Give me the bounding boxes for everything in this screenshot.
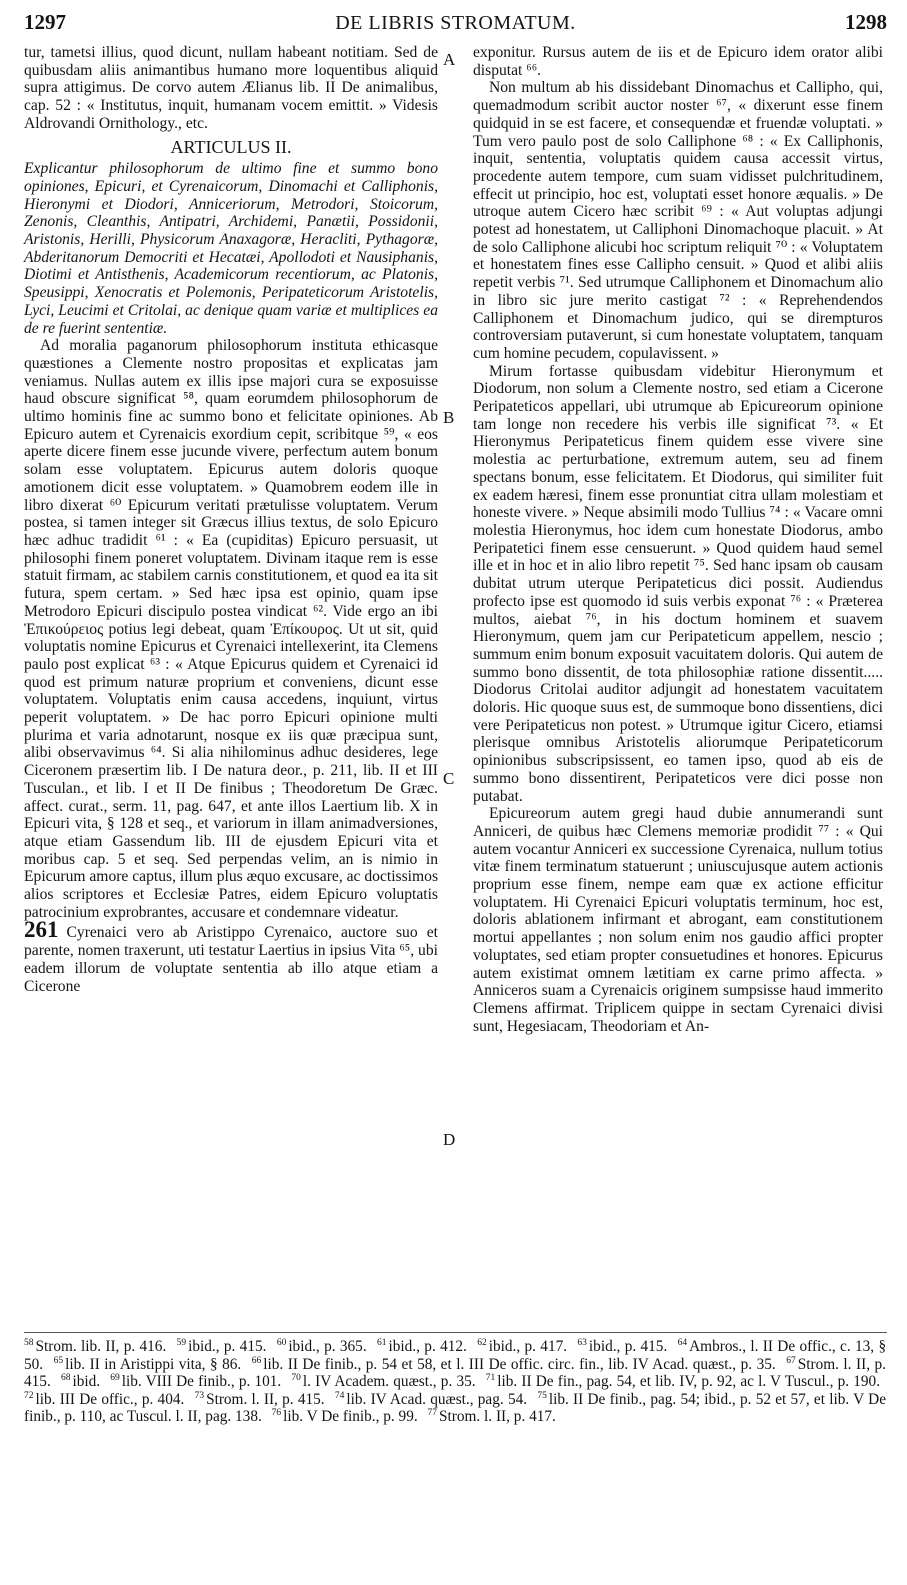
- footnote-number: 60: [276, 1337, 287, 1348]
- footnote-number: 63: [577, 1337, 587, 1348]
- footnote-number: 65: [53, 1355, 64, 1366]
- footnote-text: ibid., p. 365.: [288, 1338, 367, 1355]
- footnote-text: lib. V De finib., p. 99.: [283, 1408, 418, 1426]
- footnote-number: 64: [677, 1337, 688, 1348]
- footnotes: [24, 1338, 886, 1426]
- footnote-number: 72: [24, 1390, 34, 1401]
- footnote-text: ibid., p. 415.: [588, 1338, 668, 1355]
- footnote-number: 62: [477, 1337, 487, 1348]
- footnote-number: 74: [334, 1390, 345, 1401]
- footnote-rule: [24, 1332, 887, 1333]
- paragraph-text: Cyrenaici vero ab Aristippo Cyrenaico, auctore suo et parente, nomen traxerunt, uti testatur Laertius in ipsius Vita ⁶⁵, ubi eadem illorum de voluptate sententia ab illo atque etiam a Cicerone: [24, 924, 438, 995]
- running-header: [24, 6, 887, 36]
- footnote-number: 77: [427, 1408, 438, 1419]
- margin-letter-b: B: [443, 408, 455, 427]
- footnote-text: Strom. l. II, p. 415.: [206, 1390, 325, 1408]
- footnote-number: 66: [251, 1355, 262, 1366]
- footnote: [24, 1391, 184, 1408]
- footnote-text: Strom. l. II, p. 415.: [24, 1355, 886, 1391]
- footnote-number: 70: [291, 1373, 301, 1384]
- article-summary: Explicantur philosophorum de ultimo fine et summo bono opiniones, Epicuri, et Cyrenaicorum, Dinomachi et Calliphonis, Hieronymi et Diodori, Anniceriorum, Metrodori, Stoicorum, Zenonis, Cleanthis, Antipatri, Archidemi, Panætii, Possidonii, Aristonis, Herilli, Physicorum Anaxagoræ, Heracliti, Pythagoræ, Abderitanorum Democriti et Hecatæi, Apollodoti et Nausiphanis, Diotimi et Antisthenis, Academicorum recentiorum, ac Platonis, Speusippi, Xenocratis et Polemonis, Peripateticorum Aristotelis, Lyci, Leucimi et Critolai, ac denique quam variæ et multiplices ea de re fuerint sententiæ.: [24, 160, 438, 337]
- footnote-text: ibid., p. 415.: [188, 1338, 267, 1355]
- footnote-text: lib. VIII De finib., p. 101.: [121, 1373, 282, 1391]
- margin-letter-c: C: [443, 769, 455, 788]
- signature-mark: 261: [24, 917, 59, 943]
- footnote-number: 71: [485, 1373, 496, 1384]
- footnote: [252, 1356, 776, 1373]
- footnote: [428, 1408, 556, 1425]
- footnote-text: lib. IV Acad. quæst., pag. 54.: [346, 1390, 528, 1408]
- footnote-number: 75: [537, 1390, 547, 1401]
- footnote-text: Strom. lib. II, p. 416.: [35, 1338, 167, 1355]
- page-number-left: 1297: [24, 10, 66, 34]
- paragraph: exponitur. Rursus autem de iis et de Epicuro idem orator alibi disputat ⁶⁶.: [473, 44, 883, 79]
- footnote: [335, 1391, 527, 1408]
- footnote-text: ibid.: [72, 1373, 101, 1391]
- paragraph: Epicureorum autem gregi haud dubie annumerandi sunt Anniceri, de quibus hæc Clemens memoriæ prodidit ⁷⁷ : « Qui autem vocantur Anniceri ex successione Cyrenaica, nullum totius vitæ finem terminatum statuerunt ; uniuscujusque autem actionis proprium esse finem, nempe eam quæ ex actione efficitur voluptatem. Hi Cyrenaici Epicuri voluptatis terminum, hoc est, doloris ablationem infirmant et abrogant, eam constitutionem mortui appellantes ; non solum enim nos gaudio affici propter voluptates, sed etiam propter consuetudines et honores. Epicurus autem existimat omnem lætitiam ex carne primo affecta. » Anniceros suam a Cyrenaicis originem sumpsisse haud immerito Clemens affirmat. Triplicem quippe in sectam Cyrenaici divisi sunt, Hegesiacam, Theodoriam et An-: [473, 805, 883, 1035]
- paragraph: tur, tametsi illius, quod dicunt, nullam habeant notitiam. Sed de quibusdam aliis animantibus humano more loquentibus aliquid supra attigimus. De corvo autem Ælianus lib. II De animalibus, cap. 52 : « Institutus, inquit, humanam vocem emittit. » Videsis Aldrovandi Ornithology., etc.: [24, 44, 438, 132]
- footnote-text: Ambros., l. II De offic., c. 13, § 50.: [24, 1338, 887, 1373]
- footnote: [486, 1373, 880, 1390]
- footnote: [477, 1338, 567, 1355]
- footnote-text: lib. II in Aristippi vita, § 86.: [65, 1355, 242, 1373]
- paragraph: Mirum fortasse quibusdam videbitur Hieronymum et Diodorum, non solum a Clemente nostro, sed etiam a Cicerone Peripateticos appellari, ubi utrumque ab Epicureorum opinione tam longe non recedere his verbis ille significat ⁷³. « Et Hieronymus Peripateticus finem quidem esse vivere sine molestia ac perturbatione, extremum autem, seu ad finem spectans bonum, esse felicitatem. Et Diodorus, qui similiter fuit ex eadem hæresi, finem esse pronuntiat citra ullam molestiam et honeste vivere. » Neque absimili modo Tullius ⁷⁴ : « Vacare omni molestia Hieronymus, hoc idem cum honestate Diodorus, ambo Peripatetici finem esse censuerunt. » Quod quidem haud semel ille et in hoc et in alio libro repetit ⁷⁵. Sed hanc ipsam ob causam dubitat utrum uterque Peripateticus dici possit. Audiendus profecto ipse est quomodo id suis verbis exponat ⁷⁶ : « Præterea multos, aiebat ⁷⁶, in his doctum hominem et suavem Hieronymum, quem jam cur Peripateticum appellem, nescio ; summum enim bonum exposuit vacuitatem doloris. Qui autem de summo bono dissentit, de tota philosophiæ ratione dissentit..... Diodorus Critolai auditor adjungit ad honestatem vacuitatem doloris. Hic quoque suus est, de summoque bono dissentiens, dici vere Peripateticus non potest. » Utrumque igitur Cicero, etiamsi plerisque omnibus Aristotelis aliorumque Peripateticorum opinionibus subscripsissent, eo tamen ipso, quod ab eis de summo bono dissentirent, Peripateticos vere dici posse non putabat.: [473, 362, 883, 805]
- footnote: [277, 1338, 367, 1355]
- footnote: [195, 1391, 325, 1408]
- paragraph: Non multum ab his dissidebant Dinomachus et Callipho, qui, quemadmodum scribit auctor noster ⁶⁷, « dixerunt esse finem quidquid in se est facere, et consequendæ et fruendæ voluptati. » Tum vero paulo post de solo Calliphone ⁶⁸ : « Ex Calliphonis, inquit, sententia, voluptatis quidem causa accessit virtus, procedente autem tempore, cum suam vidisset pulchritudinem, effecit ut principio, hoc est, voluptati esset honore æqualis. » De utroque autem Cicero hæc scribit ⁶⁹ : « Aut voluptas adjungi potest ad honestatem, ut Calliphoni Dinomachoque placuit. » At de solo Calliphone alicubi hoc scriptum reliquit ⁷⁰ : « Voluptatem et honestatem fines esse Callipho censuit. » Quod et alibi aliis repetit verbis ⁷¹. Sed utrumque Calliphonem et Dinomachum alio in libro sic jure merito castigat ⁷² : « Reprehendendos Calliphonem et Dinomachum judico, qui se dirempturos controversiam putaverunt, si cum honestate voluptatem, tanquam cum homine pecudem, copulavissent. »: [473, 79, 883, 362]
- footnote: [54, 1356, 242, 1373]
- right-column: [473, 44, 883, 1035]
- footnote: [177, 1338, 267, 1355]
- left-column: [24, 44, 438, 995]
- margin-letter-d: D: [443, 1130, 456, 1149]
- footnote-number: 69: [110, 1373, 120, 1384]
- footnote: [24, 1338, 166, 1355]
- footnote-text: lib. II De finib., pag. 54; ibid., p. 52 et 57, et lib. V De finib., p. 110, ac Tuscul. l. II, pag. 138.: [24, 1390, 886, 1426]
- footnote-number: 76: [271, 1408, 282, 1419]
- footnote-text: lib. II De fin., pag. 54, et lib. IV, p. 92, ac l. V Tuscul., p. 190.: [497, 1373, 881, 1391]
- footnote-number: 59: [176, 1337, 187, 1348]
- footnote-text: l. IV Academ. quæst., p. 35.: [302, 1373, 476, 1391]
- running-title: DE LIBRIS STROMATUM.: [335, 12, 576, 34]
- paragraph: Ad moralia paganorum philosophorum instituta ethicasque quæstiones a Clemente nostro propositas et explicatas jam veniamus. Nullas autem ex illis ipse majori cura se exposuisse haud obscure significat ⁵⁸, quam eorumdem philosophorum de ultimo hominis fine ac summo bono et felicitate opiniones. Ab Epicuro autem et Cyrenaicis exordium cepit, scribitque ⁵⁹, « eos aperte dicere finem esse jucunde vivere, perfectum autem bonum solam esse voluptatem. Epicurus autem doloris quoque amotionem dicit esse voluptatem. » Quamobrem eodem ille in libro dixerat ⁶⁰ Epicurum veritati prætulisse voluptatem. Verum postea, si tamen integer sit Græcus illius textus, de solo Epicuro hæc adhuc tradidit ⁶¹ : « Ea (cupiditas) Epicuro persuasit, ut philosophi finem poneret voluptatem. Divinam itaque rem is esse statuit firmam, ac stabilem carnis constitutionem, et quod ea ita sit futura, spem certam. » Sed hæc ipsa est opinio, quam ipse Metrodoro Epicuri discipulo postea vindicat ⁶². Vide ergo an ibi Ἐπικούρειος potius legi debeat, quam Ἐπίκουρος. Ut ut sit, quid voluptatis nomine Epicurus et Cyrenaici intellexerint, ita Clemens paulo post explicat ⁶³ : « Atque Epicurus quidem et Cyrenaici id quod est primum naturæ proprium et conveniens, dicunt esse voluptatem. Voluptatis enim causa accedens, inquiunt, virtus peperit voluptatem. » De hac porro Epicuri opinione multi plurima et varia adnotarunt, nosque ex iis quæ præcipua sunt, alibi observavimus ⁶⁴. Si alia nihilominus adhuc desideres, lege Ciceronem præsertim lib. I De natura deor., p. 211, lib. II et III Tusculan., et lib. I et II De finibus ; Theodoretum De Græc. affect. curat., serm. 11, pag. 647, et ante illos Laertium lib. X in Epicuri vita, § 128 et seq., et variorum in illam animadversiones, atque etiam Gassendum lib. III de ejusdem Epicuri vita et moribus cap. 5 et seq. Sed perpendas velim, an is nimio in Epicurum amore captus, illum plus æquo excusare, ac doctissimos alios scriptores et Ecclesiæ Patres, eidem Epicuro voluptatis patrocinium exprobrantes, accusare et condemnare videatur.: [24, 337, 439, 921]
- footnote-number: 67: [786, 1355, 796, 1366]
- article-heading: ARTICULUS II.: [170, 136, 292, 157]
- footnote-text: lib. III De offic., p. 404.: [35, 1390, 185, 1408]
- footnote: [291, 1373, 475, 1390]
- footnote: [272, 1408, 418, 1425]
- footnote: [577, 1338, 667, 1355]
- footnote-number: 58: [24, 1337, 34, 1348]
- margin-letter-a: A: [443, 50, 456, 69]
- footnote-number: 61: [377, 1337, 387, 1348]
- footnote-text: lib. II De finib., p. 54 et 58, et l. III De offic. circ. fin., lib. IV Acad. quæst., p. 35.: [263, 1355, 776, 1373]
- paragraph: [24, 917, 438, 995]
- footnote-text: ibid., p. 412.: [388, 1338, 467, 1355]
- footnote-text: Strom. l. II, p. 417.: [439, 1408, 556, 1426]
- page-number-right: 1298: [845, 10, 887, 34]
- footnote-text: ibid., p. 417.: [488, 1338, 568, 1355]
- footnote: [61, 1373, 100, 1390]
- footnote-number: 73: [194, 1390, 205, 1401]
- footnote-number: 68: [60, 1373, 71, 1384]
- footnote: [377, 1338, 467, 1355]
- footnote: [110, 1373, 281, 1390]
